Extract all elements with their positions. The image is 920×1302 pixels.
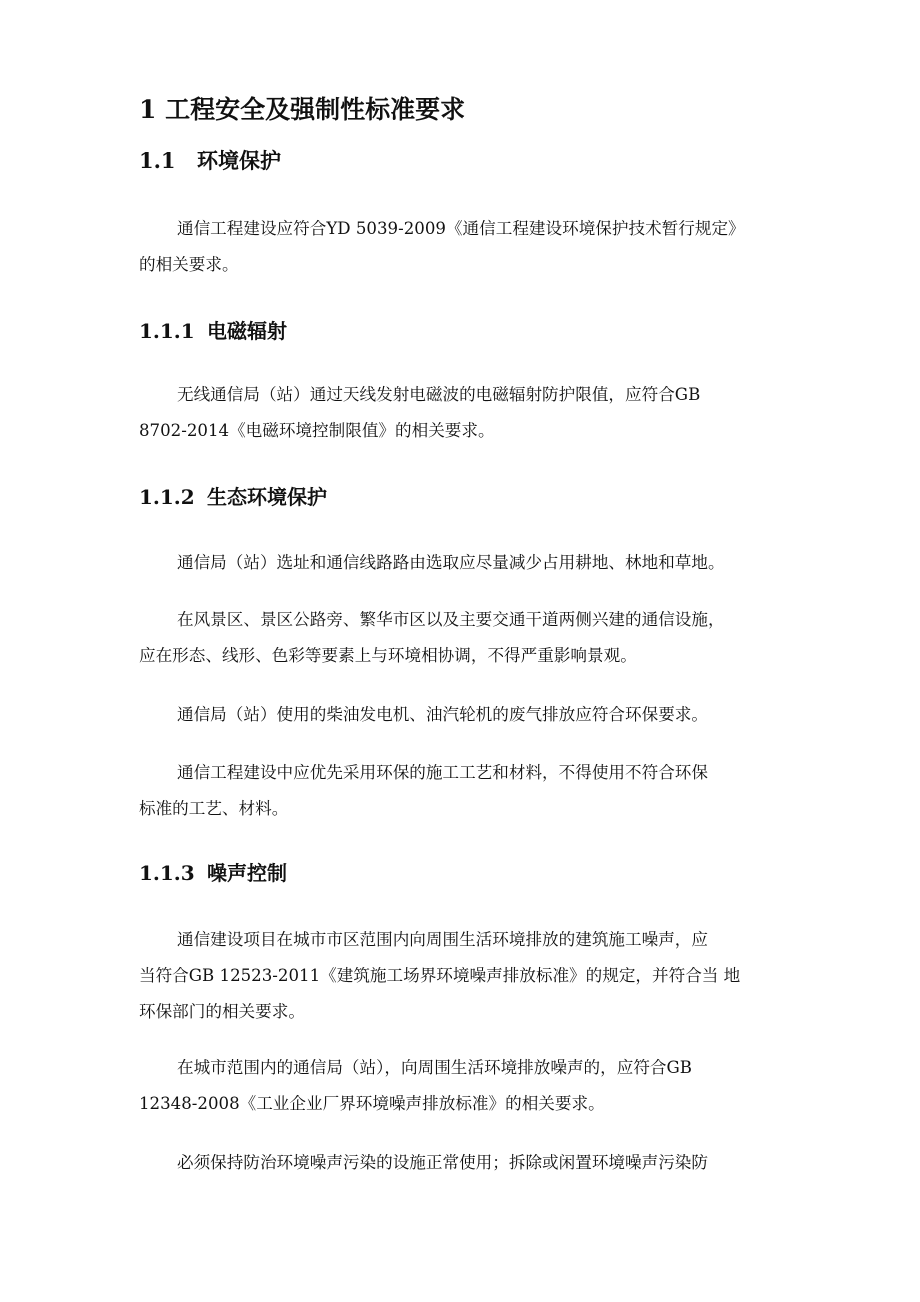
section-title: 1 工程安全及强制性标准要求 — [139, 95, 466, 124]
paragraph-line: 当符合GB 12523-2011《建筑施工场界环境噪声排放标准》的规定，并符合当 地 — [139, 966, 741, 985]
subsection-heading — [139, 146, 281, 176]
paragraph-line: 的相关要求。 — [139, 255, 239, 274]
item-heading — [139, 858, 287, 888]
subsection-number: 1.1 — [139, 148, 176, 173]
item-title: 生态环境保护 — [207, 485, 327, 509]
item-heading — [139, 316, 287, 346]
item-number: 1.1.2 — [139, 485, 195, 509]
paragraph — [139, 545, 789, 581]
paragraph-line: 标准的工艺、材料。 — [139, 799, 289, 818]
paragraph-line: 通信建设项目在城市市区范围内向周围生活环境排放的建筑施工噪声，应 — [177, 930, 708, 949]
paragraph — [139, 697, 789, 733]
paragraph — [139, 755, 789, 827]
paragraph-line: 必须保持防治环境噪声污染的设施正常使用；拆除或闲置环境噪声污染防 — [177, 1153, 708, 1172]
paragraph — [139, 377, 789, 449]
paragraph-line: 应在形态、线形、色彩等要素上与环境相协调，不得严重影响景观。 — [139, 646, 637, 665]
paragraph — [139, 602, 789, 674]
paragraph-line: 通信工程建设中应优先采用环保的施工工艺和材料，不得使用不符合环保 — [177, 763, 708, 782]
item-heading — [139, 482, 327, 512]
paragraph-line: 通信局（站）选址和通信线路路由选取应尽量减少占用耕地、林地和草地。 — [177, 553, 725, 572]
paragraph — [139, 922, 789, 1030]
paragraph-line: 8702-2014《电磁环境控制限值》的相关要求。 — [139, 421, 495, 440]
item-number: 1.1.1 — [139, 319, 195, 343]
paragraph-line: 在城市范围内的通信局（站），向周围生活环境排放噪声的，应符合GB — [177, 1058, 692, 1077]
paragraph-line: 通信局（站）使用的柴油发电机、油汽轮机的废气排放应符合环保要求。 — [177, 705, 708, 724]
paragraph-line: 环保部门的相关要求。 — [139, 1002, 305, 1021]
paragraph — [139, 1050, 789, 1122]
paragraph-line: 12348-2008《工业企业厂界环境噪声排放标准》的相关要求。 — [139, 1094, 605, 1113]
paragraph-line: 在风景区、景区公路旁、繁华市区以及主要交通干道两侧兴建的通信设施， — [177, 610, 725, 629]
item-title: 电磁辐射 — [207, 319, 287, 343]
item-title: 噪声控制 — [207, 861, 287, 885]
paragraph-line: 无线通信局（站）通过天线发射电磁波的电磁辐射防护限值，应符合GB — [177, 385, 701, 404]
item-number: 1.1.3 — [139, 861, 195, 885]
section-heading — [139, 92, 465, 128]
paragraph — [139, 211, 789, 283]
paragraph-line: 通信工程建设应符合YD 5039-2009《通信工程建设环境保护技术暂行规定》 — [177, 219, 745, 238]
subsection-title: 环境保护 — [197, 148, 281, 173]
paragraph — [139, 1145, 789, 1181]
